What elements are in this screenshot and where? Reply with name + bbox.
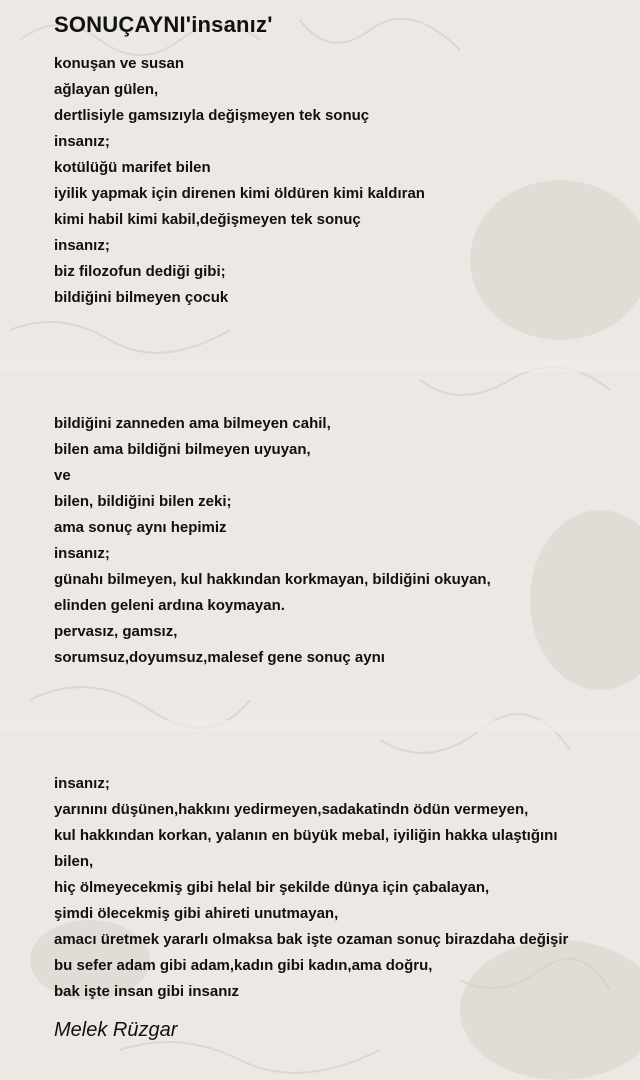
poem-line: bilen ama bildiğni bilmeyen uyuyan, bbox=[54, 441, 311, 458]
stanza-2 bbox=[54, 411, 491, 671]
poem-line: insanız; bbox=[54, 545, 110, 562]
poem-line: kul hakkından korkan, yalanın en büyük mebal, iyiliğin hakka ulaştığını bbox=[54, 827, 558, 844]
poem-line: insanız; bbox=[54, 237, 110, 254]
poem-line: insanız; bbox=[54, 775, 110, 792]
poem-line: amacı üretmek yararlı olmaksa bak işte ozaman sonuç birazdaha değişir bbox=[54, 931, 569, 948]
poem-line: hiç ölmeyecekmiş gibi helal bir şekilde dünya için çabalayan, bbox=[54, 879, 490, 896]
poem-line: bilen, bbox=[54, 853, 94, 870]
poem-line: bildiğini zanneden ama bilmeyen cahil, bbox=[54, 415, 331, 432]
poem-line: kimi habil kimi kabil,değişmeyen tek sonuç bbox=[54, 211, 361, 228]
poem-line: biz filozofun dediği gibi; bbox=[54, 263, 226, 280]
poem-line: ama sonuç aynı hepimiz bbox=[54, 519, 227, 536]
poem-line: bak işte insan gibi insanız bbox=[54, 983, 240, 1000]
poem-line: kotülüğü marifet bilen bbox=[54, 159, 211, 176]
poem-line: elinden geleni ardına koymayan. bbox=[54, 597, 285, 614]
poem-line: iyilik yapmak için direnen kimi öldüren kimi kaldıran bbox=[54, 185, 425, 202]
poem-line: konuşan ve susan bbox=[54, 55, 185, 72]
poem-line: günahı bilmeyen, kul hakkından korkmayan, bildiğini okuyan, bbox=[54, 571, 491, 588]
stanza-1 bbox=[54, 51, 425, 311]
poem-line: şimdi ölecekmiş gibi ahireti unutmayan, bbox=[54, 905, 339, 922]
poem-line: dertlisiyle gamsızıyla değişmeyen tek sonuç bbox=[54, 107, 370, 124]
poem-line: bu sefer adam gibi adam,kadın gibi kadın,ama doğru, bbox=[54, 957, 433, 974]
poem-line: yarınını düşünen,hakkını yedirmeyen,sadakatindn ödün vermeyen, bbox=[54, 801, 529, 818]
poem-line: insanız; bbox=[54, 133, 110, 150]
poem-line: ve bbox=[54, 467, 71, 484]
poem-line: bildiğini bilmeyen çocuk bbox=[54, 289, 229, 306]
stanza-3 bbox=[54, 771, 568, 1005]
poem-line: pervasız, gamsız, bbox=[54, 623, 178, 640]
poem-title: SONUÇAYNI'insanız' bbox=[54, 12, 273, 37]
poem-line: sorumsuz,doyumsuz,malesef gene sonuç aynı bbox=[54, 649, 385, 666]
poem-line: ağlayan gülen, bbox=[54, 81, 159, 98]
poem-line: bilen, bildiğini bilen zeki; bbox=[54, 493, 232, 510]
poem-author: Melek Rüzgar bbox=[54, 1019, 178, 1041]
